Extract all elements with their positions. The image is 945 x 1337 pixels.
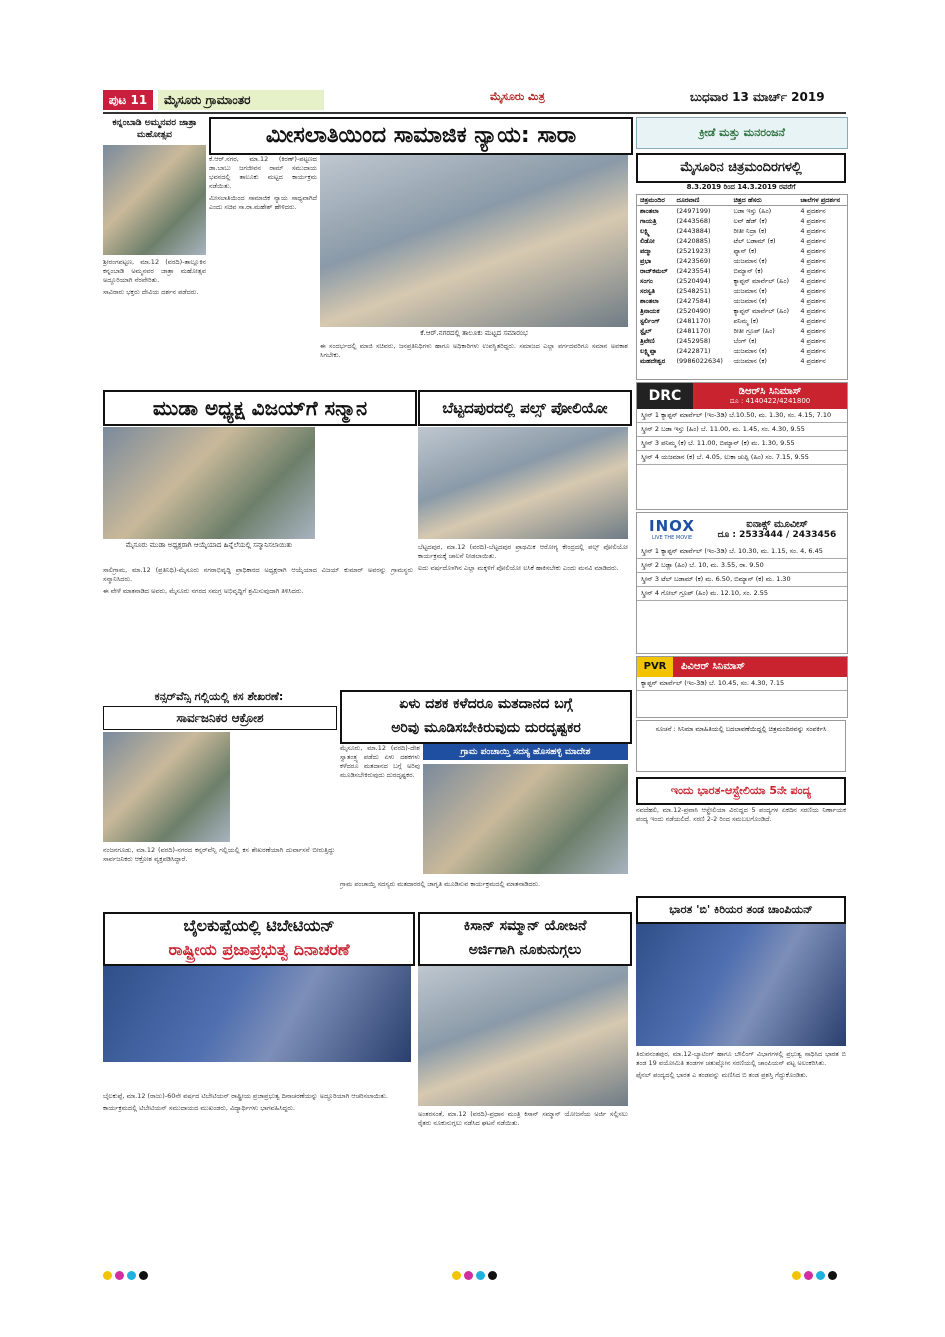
story10-body: ತಿರುವನಂತಪುರ, ಮಾ.12-ಬ್ಯಾಟಿಂಗ್ ಹಾಗೂ ಬೌಲಿಂಗ್ ವಿಭಾಗಗಳಲ್ಲಿ ಪ್ರಭುತ್ವ ಸಾಧಿಸಿದ ಭಾರತ ಬಿ ತಂಡ 19 ವಯೋಮಿತಿ ತಂಡಗಳ ಚತುಷ್ಕೋನ ಸರಣಿಯಲ್ಲಿ ಚಾಂಪಿಯನ್ ಪಟ್ಟ ಅಲಂಕರಿಸಿತು. ಫೈನಲ್ ಪಂದ್ಯದಲ್ಲಿ ಭಾರತ ಎ ತಂಡವನ್ನು ಮಣಿಸಿದ ಬಿ ತಂಡ ಪ್ರಶಸ್ತಿ ಗೆದ್ದುಕೊಂಡಿತು.: [636, 1050, 846, 1079]
cyan-dot: [476, 1271, 485, 1280]
story7-body: ಬೈಲಕುಪ್ಪೆ, ಮಾ.12 (ರಾಜು)-60ನೇ ವರ್ಷದ ಟಿಬೇಟಿಯನ್ ರಾಷ್ಟ್ರೀಯ ಪ್ರಜಾಪ್ರಭುತ್ವ ದಿನಾಚರಣೆಯನ್ನು ಅದ್ದೂರಿಯಾಗಿ ಆಚರಿಸಲಾಯಿತು. ಕಾರ್ಯಕ್ರಮದಲ್ಲಿ ಟಿಬೇಟಿಯನ್ ಸಮುದಾಯದ ಮುಖಂಡರು, ವಿದ್ಯಾರ್ಥಿಗಳು ಭಾಗವಹಿಸಿದ್ದರು.: [103, 1092, 388, 1112]
story10-headline: ಭಾರತ 'ಬಿ' ಕಿರಿಯರ ತಂಡ ಚಾಂಪಿಯನ್: [636, 896, 846, 924]
cinema-cell: ಮಹದೇಶ್ವರ: [640, 357, 666, 365]
inox-logo: INOX: [649, 517, 695, 535]
story7-headline-line2: ರಾಷ್ಟ್ರೀಯ ಪ್ರಜಾಪ್ರಭುತ್ವ ದಿನಾಚರಣೆ: [168, 940, 350, 959]
story7-photo: [103, 966, 411, 1062]
magenta-dot: [804, 1271, 813, 1280]
cinema-cell: (9986022634): [676, 357, 723, 365]
inox-screen-1: ಸ್ಕ್ರೀನ್ 1 ಕ್ಯಾಪ್ಟನ್ ಮಾರ್ವೆಲ್ (ಇಂ-3ಡಿ) ಬೆ. 10.30, ಮ. 1.15, ಸಂ. 4, 6.45: [637, 545, 847, 559]
cinema-cell: 4 ಪ್ರದರ್ಶನ: [800, 217, 826, 225]
cinema-row: [637, 266, 847, 276]
cinema-cell: (2520494): [676, 277, 711, 285]
story6-photo: [423, 764, 628, 874]
story2-body-left: ಕೆ.ಆರ್.ನಗರ, ಮಾ.12 (ಕಿರಣ್)-ಪಟ್ಟಣದ ಡಾ.ಬಾಬು ಜಗಜೀವನ ರಾಮ್ ಸಮುದಾಯ ಭವನದಲ್ಲಿ ತಾಲೂಕು ಮಟ್ಟದ ಕಾರ್ಯಕ್ರಮ ನಡೆಯಿತು. ಮೀಸಲಾತಿಯಿಂದ ಸಾಮಾಜಿಕ ನ್ಯಾಯ ಸಾಧ್ಯವಾಗಿದೆ ಎಂದು ಸಚಿವ ಸಾ.ರಾ.ಮಹೇಶ್ ಹೇಳಿದರು.: [209, 155, 317, 211]
cinema-cell: ರಾಜ್‌ಕಮಲ್: [640, 267, 668, 275]
story9-body: ನವದೆಹಲಿ, ಮಾ.12-ಪ್ರವಾಸಿ ಆಸ್ಟ್ರೇಲಿಯಾ ವಿರುದ್ಧದ 5 ಪಂದ್ಯಗಳ ಏಕದಿನ ಸರಣಿಯ ನಿರ್ಣಾಯಕ ಪಂದ್ಯ ಇಂದು ನಡೆಯಲಿದೆ. ಸರಣಿ 2-2 ರಿಂದ ಸಮಬಲಗೊಂಡಿದೆ.: [636, 806, 846, 823]
cinema-cell: (2443568): [676, 217, 711, 225]
cinema-row: [637, 306, 847, 316]
page-number: ಪುಟ 11: [103, 90, 153, 110]
story8-headline-line2: ಅರ್ಜಿಗಾಗಿ ನೂಕುನುಗ್ಗಲು: [468, 942, 582, 958]
cinema-cell: ಲಕ್ಷ್ಮಿ: [640, 227, 650, 235]
cinema-cell: ಗಾಯತ್ರಿ: [640, 217, 657, 225]
cinema-cell: ಸ್ಟೈಲ್‌: [640, 327, 652, 335]
drc-phone: ದೂ : 4140422/4241800: [729, 397, 811, 405]
cinema-cell: ಯಜಮಾನ (ಕ): [733, 297, 767, 305]
cinema-col-header: ಚಿತ್ರದ ಹೆಸರು: [730, 195, 797, 206]
inox-panel: [636, 512, 848, 654]
inox-screen-2: ಸ್ಕ್ರೀನ್ 2 ಬಡ್ಲಾ (ಹಿಂ) ಬೆ. 10, ಮ. 3.55, ರಾ. 9.50: [637, 559, 847, 573]
black-dot: [139, 1271, 148, 1280]
story2-headline: ಮೀಸಲಾತಿಯಿಂದ ಸಾಮಾಜಿಕ ನ್ಯಾಯ: ಸಾರಾ: [209, 117, 633, 155]
cinema-cell: ಬಿಮ್ಯಾನ್ (ಕ): [733, 267, 763, 275]
pvr-logo: PVR: [637, 657, 673, 677]
cinema-cell: ಬಡಾ ಇಸ್ತು (ಹಿಂ): [733, 207, 772, 215]
story10-photo: [636, 924, 846, 1046]
cinema-cell: (2423569): [676, 257, 711, 265]
inox-screen-4: ಸ್ಕ್ರೀನ್ 4 ಗೋಲ್ ಗ್ರೂಪ್ (ಹಿಂ) ಮ. 12.10, ಸಂ. 2.55: [637, 587, 847, 601]
cinema-row: [637, 206, 847, 217]
drc-screen-4: ಸ್ಕ್ರೀನ್ 4 ಯಜಮಾನ (ಕ) ಬೆ. 4.05, ಲುಕಾ ಚುಪ್ಪಿ (ಹಿಂ) ಸಂ. 7.15, 9.55: [637, 451, 847, 465]
story1-kicker: ಕನ್ನಂಬಾಡಿ ಅಮ್ಮನವರ ಜಾತ್ರಾ ಮಹೋತ್ಸವ: [112, 118, 197, 140]
cinema-cell: ಪದ್ಮಾ: [640, 247, 652, 255]
story3-headline: ಮುಡಾ ಅಧ್ಯಕ್ಷ ವಿಜಯ್‌ಗೆ ಸನ್ಮಾನ: [103, 390, 417, 426]
cinema-cell: (2481170): [676, 317, 711, 325]
cinema-notice-text: ಸೂಚನೆ : ಸಿನಿಮಾ ಮಾಹಿತಿಯಲ್ಲಿ ಬದಲಾವಣೆಯಿದ್ದಲ್ಲಿ ಚಿತ್ರಮಂದಿರವನ್ನು ಸಂಪರ್ಕಿಸಿ: [655, 725, 827, 733]
cinema-row: [637, 296, 847, 306]
cinema-row: [637, 226, 847, 236]
cinema-row: [637, 346, 847, 356]
story6-headline-line1: ಏಳು ದಶಕ ಕಳೆದರೂ ಮತದಾನದ ಬಗ್ಗೆ: [399, 696, 573, 712]
drc-screen-2: ಸ್ಕ್ರೀನ್ 2 ಬಡಾ ಇಸ್ತು (ಹಿಂ) ಬೆ. 11.00, ಮ. 1.45, ಸಂ. 4.30, 9.55: [637, 423, 847, 437]
cinema-row: [637, 276, 847, 286]
cinema-cell: 4 ಪ್ರದರ್ಶನ: [800, 277, 826, 285]
cinema-cell: ಸಂಗಂ: [640, 277, 653, 285]
cinema-cell: (2481170): [676, 327, 711, 335]
story4-photo: [418, 427, 628, 539]
cinema-date-range: 8.3.2019 ರಿಂದ 14.3.2019 ರವರೆಗೆ: [686, 183, 796, 191]
story5-photo: [103, 732, 230, 842]
cinema-notice: [636, 720, 846, 772]
issue-date: ಬುಧವಾರ 13 ಮಾರ್ಚ್ 2019: [690, 90, 825, 104]
cinema-cell: 4 ಪ್ರದರ್ಶನ: [800, 247, 826, 255]
cinema-cell: (2423554): [676, 267, 711, 275]
story8-body: ಅಂತರಸಂತೆ, ಮಾ.12 (ವರದಿ)-ಪ್ರಧಾನ ಮಂತ್ರಿ ಕಿಸಾನ್ ಸಮ್ಮಾನ್ ಯೋಜನೆಯ ಅರ್ಜಿ ಸಲ್ಲಿಸಲು ರೈತರು ನೂಕುನುಗ್ಗಲು ನಡೆಸಿದ ಘಟನೆ ನಡೆಯಿತು.: [418, 1110, 628, 1127]
story4-headline: ಬೆಟ್ಟದಪುರದಲ್ಲಿ ಪಲ್ಸ್ ಪೋಲಿಯೋ: [418, 390, 632, 426]
story2-body-right: ಈ ಸಂದರ್ಭದಲ್ಲಿ ಮಾಜಿ ಸಚಿವರು, ಜನಪ್ರತಿನಿಧಿಗಳು ಹಾಗೂ ಅಧಿಕಾರಿಗಳು ಉಪಸ್ಥಿತರಿದ್ದರು. ಸಮಾಜದ ಎಲ್ಲಾ ವರ್ಗದವರಿಗೂ ಸಮಾನ ಅವಕಾಶ ಸಿಗಬೇಕು.: [320, 342, 628, 359]
masthead: ಮೈಸೂರು ಮಿತ್ರ: [490, 90, 545, 103]
inox-name: ಐನಾಕ್ಸ್ ಮೂವೀಸ್: [746, 518, 808, 530]
yellow-dot: [792, 1271, 801, 1280]
section-title: ಮೈಸೂರು ಗ್ರಾಮಾಂತರ: [158, 90, 324, 110]
cinema-cell: ಶಾಂತಲಾ: [640, 207, 659, 215]
cinema-cell: (2497199): [676, 207, 711, 215]
cinema-cell: 4 ಪ್ರದರ್ಶನ: [800, 317, 826, 325]
cinema-row: [637, 256, 847, 266]
story5-subhead: ಸಾರ್ವಜನಿಕರ ಆಕ್ರೋಶ: [103, 706, 337, 730]
drc-logo: DRC: [637, 383, 693, 409]
cinema-cell: 4 ಪ್ರದರ್ಶನ: [800, 287, 826, 295]
inox-tagline: LIVE THE MOVIE: [651, 535, 693, 541]
story7-headline: [103, 912, 415, 966]
story6-body-left: ಮೈಸೂರು, ಮಾ.12 (ವರದಿ)-ದೇಶ ಸ್ವಾತಂತ್ರ್ಯ ಪಡೆದು ಏಳು ದಶಕಗಳು ಕಳೆದರೂ ಮತದಾನದ ಬಗ್ಗೆ ಅರಿವು ಮೂಡಿಸಬೇಕಿರುವುದು ದುರದೃಷ್ಟಕರ.: [340, 744, 420, 779]
drc-screen-3: ಸ್ಕ್ರೀನ್ 3 ಪನಿಮ್ಮ (ಕ) ಬೆ. 11.00, ಬಿಮ್ಯಾನ್ (ಕ) ಮ. 1.30, 9.55: [637, 437, 847, 451]
cinema-cell: 4 ಪ್ರದರ್ಶನ: [800, 337, 826, 345]
cinema-row: [637, 336, 847, 346]
cinema-table-wrap: [636, 194, 848, 380]
inox-title-box: [707, 513, 847, 545]
cinema-row: [637, 326, 847, 336]
cinema-cell: (2420885): [676, 237, 711, 245]
cinema-title: ಮೈಸೂರಿನ ಚಿತ್ರಮಂದಿರಗಳಲ್ಲಿ: [636, 153, 846, 183]
cinema-cell: (2452958): [676, 337, 711, 345]
cinema-cell: ಸ್ಟರ್ಲಿಂಗ್: [640, 317, 660, 325]
cinema-cell: ಲಕ್ಷ್ಮಿಪ್ಪಾ: [640, 347, 657, 355]
story1-body: ಶ್ರೀರಂಗಪಟ್ಟಣ, ಮಾ.12 (ವರದಿ)-ತಾಲ್ಲೂಕಿನ ಕನ್ನಂಬಾಡಿ ಅಮ್ಮನವರ ಜಾತ್ರಾ ಮಹೋತ್ಸವ ಅದ್ದೂರಿಯಾಗಿ ನೆರವೇರಿತು. ಸಾವಿರಾರು ಭಕ್ತರು ದೇವಿಯ ದರ್ಶನ ಪಡೆದರು.: [103, 258, 206, 296]
story3-body: ಸಾಲಿಗ್ರಾಮ, ಮಾ.12 (ಪ್ರತಿನಿಧಿ)-ಮೈಸೂರು ನಗರಾಭಿವೃದ್ಧಿ ಪ್ರಾಧಿಕಾರದ ಅಧ್ಯಕ್ಷರಾಗಿ ಆಯ್ಕೆಯಾದ ವಿಜಯ್ ಕುಮಾರ್ ಅವರನ್ನು ಗ್ರಾಮಸ್ಥರು ಸನ್ಮಾನಿಸಿದರು. ಈ ವೇಳೆ ಮಾತನಾಡಿದ ಅವರು, ಮೈಸೂರು ನಗರದ ಸಮಗ್ರ ಅಭಿವೃದ್ಧಿಗೆ ಶ್ರಮಿಸುವುದಾಗಿ ತಿಳಿಸಿದರು.: [103, 566, 413, 595]
cinema-cell: ಯಜಮಾನ (ಕ): [733, 347, 767, 355]
pvr-header: [637, 657, 847, 677]
story8-headline: [418, 912, 632, 966]
drc-title-box: [693, 383, 847, 409]
cinema-cell: ಲಿಡೋ: [640, 237, 655, 245]
entertainment-banner-label: ಕ್ರೀಡೆ ಮತ್ತು ಮನರಂಜನೆ: [699, 126, 785, 139]
black-dot: [488, 1271, 497, 1280]
story4-body: ಬೆಟ್ಟದಪುರ, ಮಾ.12 (ವರದಿ)-ಬೆಟ್ಟದಪುರ ಪ್ರಾಥಮಿಕ ಆರೋಗ್ಯ ಕೇಂದ್ರದಲ್ಲಿ ಪಲ್ಸ್ ಪೋಲಿಯೋ ಕಾರ್ಯಕ್ರಮಕ್ಕೆ ಚಾಲನೆ ನೀಡಲಾಯಿತು. ಐದು ವರ್ಷದೊಳಗಿನ ಎಲ್ಲಾ ಮಕ್ಕಳಿಗೆ ಪೋಲಿಯೋ ಲಸಿಕೆ ಹಾಕಿಸಬೇಕು ಎಂದು ಮನವಿ ಮಾಡಿದರು.: [418, 543, 628, 572]
cinema-cell: 4 ಪ್ರದರ್ಶನ: [800, 237, 826, 245]
drc-name: ಡಿಆರ್‌ಸಿ ಸಿನಿಮಾಸ್: [738, 386, 802, 397]
story5-body: ನಂಜನಗೂಡು, ಮಾ.12 (ವರದಿ)-ನಗರದ ಕನ್ಸರ್‌ವೆನ್ಸಿ ಗಲ್ಲಿಯಲ್ಲಿ ಕಸ ಶೇಖರಣೆಯಾಗಿ ದುರ್ವಾಸನೆ ಬೀರುತ್ತಿದ್ದು ಸಾರ್ವಜನಿಕರು ಆಕ್ರೋಶ ವ್ಯಕ್ತಪಡಿಸಿದ್ದಾರೆ.: [103, 846, 335, 863]
cinema-cell: 4 ಪ್ರದರ್ಶನ: [800, 327, 826, 335]
pvr-panel: [636, 656, 848, 718]
cinema-row: [637, 216, 847, 226]
cinema-cell: ಫ್ಯಾನ್ (ಕ): [733, 247, 757, 255]
story6-headline: [340, 690, 632, 744]
inox-screen-3: ಸ್ಕ್ರೀನ್ 3 ಟೆಲ್ ಬಡಾಮ್ (ಕ) ಮ. 6.50, ಬಿಮ್ಯಾನ್ (ಕ) ಮ. 1.30: [637, 573, 847, 587]
cinema-col-header: ಚಾಲೆಗಳ ಪ್ರದರ್ಶನ: [797, 195, 847, 206]
cinema-row: [637, 286, 847, 296]
cinema-table-header: [637, 195, 847, 206]
cinema-cell: ಟೆಲ್ ಬಡಾಮ್ (ಕ): [733, 237, 776, 245]
cinema-cell: ಕ್ಯಾಪ್ಟನ್ ಮಾರ್ವೆಲ್ (ಹಿಂ): [733, 277, 790, 285]
cyan-dot: [127, 1271, 136, 1280]
header-rule: [103, 112, 846, 114]
cinema-cell: 4 ಪ್ರದರ್ಶನ: [800, 357, 826, 365]
story9-headline: ಇಂದು ಭಾರತ-ಆಸ್ಟ್ರೇಲಿಯಾ 5ನೇ ಪಂದ್ಯ: [636, 777, 846, 805]
cinema-cell: (2443884): [676, 227, 711, 235]
inox-phone: ದೂ : 2533444 / 2433456: [717, 529, 837, 540]
story2-photo: [320, 155, 628, 327]
cinema-cell: (2427584): [676, 297, 711, 305]
story6-headline-line2: ಅರಿವು ಮೂಡಿಸಬೇಕಿರುವುದು ದುರದೃಷ್ಟಕರ: [391, 720, 581, 736]
cinema-cell: ಸರಸ್ವತಿ: [640, 287, 655, 295]
cinema-cell: 4 ಪ್ರದರ್ಶನ: [800, 207, 826, 215]
story8-photo: [418, 966, 628, 1106]
pvr-name: ಪಿವಿಆರ್ ಸಿನಿಮಾಸ್: [673, 657, 847, 677]
inox-logo-box: [637, 513, 707, 545]
cinema-cell: ಯಜಮಾನ (ಕ): [733, 257, 767, 265]
cinema-cell: ಪನಿಮ್ಮ (ಕ): [733, 317, 759, 325]
cyan-dot: [816, 1271, 825, 1280]
cinema-cell: 4 ಪ್ರದರ್ಶನ: [800, 267, 826, 275]
registration-dots-mid: [452, 1265, 500, 1284]
cinema-row: [637, 316, 847, 326]
drc-header: [637, 383, 847, 409]
cinema-cell: (2422871): [676, 347, 711, 355]
cinema-cell: (2548251): [676, 287, 711, 295]
story5-kicker: ಕನ್ಸರ್‌ವೆನ್ಸಿ ಗಲ್ಲಿಯಲ್ಲಿ ಕಸ ಶೇಖರಣೆ:: [154, 690, 284, 703]
story3-caption: ಮೈಸೂರು ಮುಡಾ ಅಧ್ಯಕ್ಷರಾಗಿ ಆಯ್ಕೆಯಾದ ಹಿನ್ನೆಲೆಯಲ್ಲಿ ಸನ್ಮಾನಿಸಲಾಯಿತು: [103, 541, 315, 550]
registration-dots-left: [103, 1265, 151, 1284]
story6-kicker: ಗ್ರಾಮ ಪಂಚಾಯ್ತಿ ಸದಸ್ಯ ಹೊಸಹಳ್ಳಿ ಮಾದೇಶ: [423, 744, 628, 760]
pvr-screen-1: ಕ್ಯಾಪ್ಟನ್ ಮಾರ್ವೆಲ್ (ಇಂ-3ಡಿ) ಬೆ. 10.45, ಸಂ. 4.30, 7.15: [637, 677, 847, 691]
story2-caption: ಕೆ.ಆರ್.ನಗರದಲ್ಲಿ ತಾಲೂಕು ಮಟ್ಟದ ಸಮಾರಂಭ: [320, 329, 628, 338]
cinema-cell: ಯಜಮಾನ (ಕ): [733, 357, 767, 365]
cinema-table-body: [637, 206, 847, 367]
story1-photo: [103, 145, 206, 255]
story7-headline-line1: ಬೈಲಕುಪ್ಪೆಯಲ್ಲಿ ಟಿಬೇಟಿಯನ್: [183, 916, 335, 935]
cinema-cell: ಬೆಂಗ್ (ಕ): [733, 337, 757, 345]
registration-dots-right: [792, 1265, 840, 1284]
cinema-cell: ರೀತೀ ಗ್ರೂಪ್ (ಹಿಂ): [733, 327, 775, 335]
story6-body-right: ಗ್ರಾಮ ಪಂಚಾಯ್ತಿ ಸದಸ್ಯರು ಮತದಾರರಲ್ಲಿ ಜಾಗೃತಿ ಮೂಡಿಸುವ ಕಾರ್ಯಕ್ರಮದಲ್ಲಿ ಮಾತನಾಡಿದರು.: [340, 880, 541, 888]
cinema-cell: ತ್ರಿವೇಣಿ: [640, 337, 655, 345]
cinema-cell: ಲವ್ ಹೆಡ್ (ಕ): [733, 217, 768, 225]
cinema-col-header: ಚಿತ್ರಮಂದಿರ: [637, 195, 674, 206]
drc-panel: [636, 382, 848, 510]
magenta-dot: [115, 1271, 124, 1280]
cinema-row: [637, 246, 847, 256]
cinema-cell: ಯಜಮಾನ (ಕ): [733, 287, 767, 295]
entertainment-banner: [636, 117, 848, 149]
story8-headline-line1: ಕಿಸಾನ್ ಸಮ್ಮಾನ್ ಯೋಜನೆ: [463, 918, 587, 934]
cinema-cell: 4 ಪ್ರದರ್ಶನ: [800, 257, 826, 265]
cinema-cell: 4 ಪ್ರದರ್ಶನ: [800, 347, 826, 355]
cinema-cell: ಶಾಂತಲಾ: [640, 297, 659, 305]
black-dot: [828, 1271, 837, 1280]
cinema-cell: ಕ್ಯಾಪ್ಟನ್ ಮಾರ್ವೆಲ್ (ಹಿಂ): [733, 307, 790, 315]
inox-header: [637, 513, 847, 545]
cinema-cell: ರೀತೀ ನಿದ್ರಾ (ಕ): [733, 227, 767, 235]
cinema-table: [637, 195, 847, 366]
yellow-dot: [452, 1271, 461, 1280]
cinema-cell: (2520490): [676, 307, 711, 315]
cinema-col-header: ದೂರವಾಣಿ: [674, 195, 731, 206]
cinema-row: [637, 236, 847, 246]
magenta-dot: [464, 1271, 473, 1280]
cinema-cell: 4 ಪ್ರದರ್ಶನ: [800, 227, 826, 235]
drc-screen-1: ಸ್ಕ್ರೀನ್ 1 ಕ್ಯಾಪ್ಟನ್ ಮಾರ್ವೆಲ್ (ಇಂ-3ಡಿ) ಬೆ.10.50, ಮ. 1.30, ಸಂ. 4.15, 7.10: [637, 409, 847, 423]
cinema-cell: 4 ಪ್ರದರ್ಶನ: [800, 297, 826, 305]
story3-photo: [103, 427, 315, 539]
cinema-row: [637, 356, 847, 366]
cinema-cell: 4 ಪ್ರದರ್ಶನ: [800, 307, 826, 315]
cinema-cell: ಪ್ರಭಾ: [640, 257, 652, 265]
cinema-cell: (2521923): [676, 247, 711, 255]
cinema-cell: ತ್ರಿನಾಯಕ: [640, 307, 660, 315]
yellow-dot: [103, 1271, 112, 1280]
